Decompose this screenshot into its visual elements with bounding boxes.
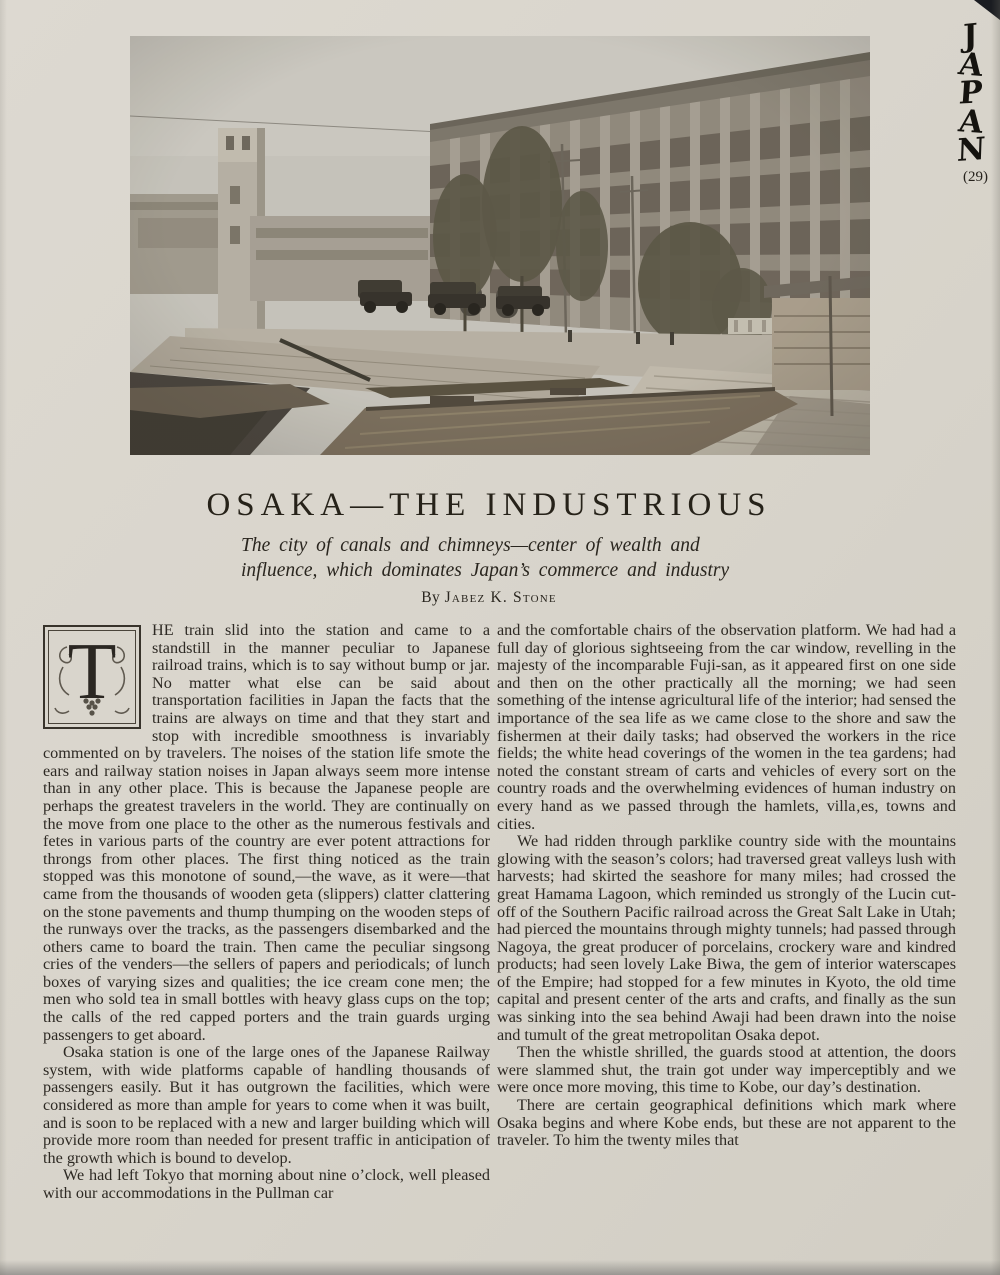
right-edge-shadow [991, 0, 1000, 1275]
article-paragraph: and the comfortable chairs of the observation platform. We had had a full day of glorious sightseeing from the car window, revelling in the majesty of the incomparable Fuji-san, as it appeared first on one side and then on the other practically all the morning; we had seen something of the intense agricultural life of the interior; had sensed the importance of the sea life as we came close to the shore and saw the fishermen at their daily tasks; had observed the workers in the rice fields; the white head coverings of the women in the tea gardens; had noted the constant stream of carts and vehicles of every sort on the country roads and the overwhelming evidences of human industry on every hand as we passed through the hamlets, villa‚es, towns and cities. [497, 622, 956, 833]
byline-by: By [421, 589, 445, 606]
byline-author: Jabez K. Stone [444, 589, 557, 606]
left-column [43, 622, 490, 1264]
article-paragraph: We had left Tokyo that morning about nine o’clock, well pleased with our accommodations in the Pullman car [43, 1166, 490, 1202]
article-paragraph: There are certain geographical definitions which mark where Osaka begins and where Kobe ends, but these are not apparent to the traveler. To him the twenty miles that [497, 1096, 956, 1150]
photo-illustration [130, 36, 870, 455]
japan-letter: P [957, 74, 984, 112]
article-paragraph: We had ridden through parklike country side with the mountains glowing with the season’s colors; had traversed great valleys lush with harvests; had skirted the seashore for many miles; had crossed the great Hamama Lagoon, which reminded us strongly of the Lucin cut-off of the Southern Pacific railroad across the Great Salt Lake in Utah; had pierced the mountains through mighty tunnels; had passed through Nagoya, the great producer of porcelains, crockery ware and kindred products; had seen lovely Lake Biwa, the gem of interior waterscapes of the Empire; had stopped for a few minutes in Kyoto, the old time capital and present center of the arts and crafts, and finally as the sun was sinking into the sea behind Awaji had been drawn into the noise and tumult of the great metropolitan Osaka depot. [497, 832, 956, 1044]
margin-japan-lettering [956, 17, 986, 170]
article-paragraph [43, 622, 490, 1044]
article-paragraph: Then the whistle shrilled, the guards stood at attention, the doors were slammed shut, the train got under way imperceptibly and we were once more moving, this time to Kobe, our day’s destination. [497, 1043, 956, 1097]
japan-letter: A [956, 45, 986, 84]
paragraph-text: HE train slid into the station and came to a standstill in the manner peculiar to Japanese railroad trains, which is to say without bump or jar. No matter what else can be said about transportation facilities in Japan the facts that the trains are always on time and that they start and stop with incredible smoothness is invariably commented on by travelers. The noises of the station life smote the ears and railway station noises in Japan always seem more intense than in any other place. This is because the Japanese people are perhaps the greatest travelers in the world. They are continually on the move from one place to the other as the numerous festivals and fetes in various parts of the country are ever potent attractions for throngs from other places. The first thing noticed as the train stopped was this monotone of sound,—the wave, as it were—that came from the thousands of wooden geta (slippers) clatter clattering on the stone pavements and thump thumping on the wooden steps of the runways over the tracks, as the passengers disembarked and the others came to board the train. Then came the peculiar singsong cries of the venders—the sellers of papers and periodicals; of lunch boxes of varying sizes and qualities; the ice cream cone men; the men who sold tea in small bottles with heavy glass cups on the top; the calls of the red capped porters and the train guards urging passengers to get aboard. [43, 622, 490, 1044]
bottom-edge-shadow [0, 1260, 1000, 1275]
article-title: OSAKA—THE INDUSTRIOUS [206, 487, 772, 523]
left-edge-shadow [0, 0, 7, 1275]
article-photo [130, 36, 870, 455]
dropcap-letter: T [67, 628, 117, 716]
article-subtitle [241, 533, 751, 583]
japan-letter: N [956, 130, 986, 170]
subtitle-line-2: influence, which dominates Japan’s commerce and industry [241, 560, 730, 581]
dropcap-ornament [43, 625, 141, 729]
page-number: (29) [963, 169, 988, 185]
japan-letter: A [956, 102, 986, 141]
subtitle-line-1: The city of canals and chimneys—center of wealth and [241, 535, 700, 556]
japan-letter: J [963, 17, 979, 55]
article-paragraph: Osaka station is one of the large ones of the Japanese Railway system, with wide platforms capable of handling thousands of passengers easily. But it has outgrown the facilities, which were considered as more than ample for years to come when it was built, and is soon to be replaced with a new and larger building which will provide more room than needed for present traffic in anticipation of the growth which is bound to develop. [43, 1043, 490, 1167]
article-byline [0, 589, 978, 607]
right-column [497, 622, 956, 1264]
